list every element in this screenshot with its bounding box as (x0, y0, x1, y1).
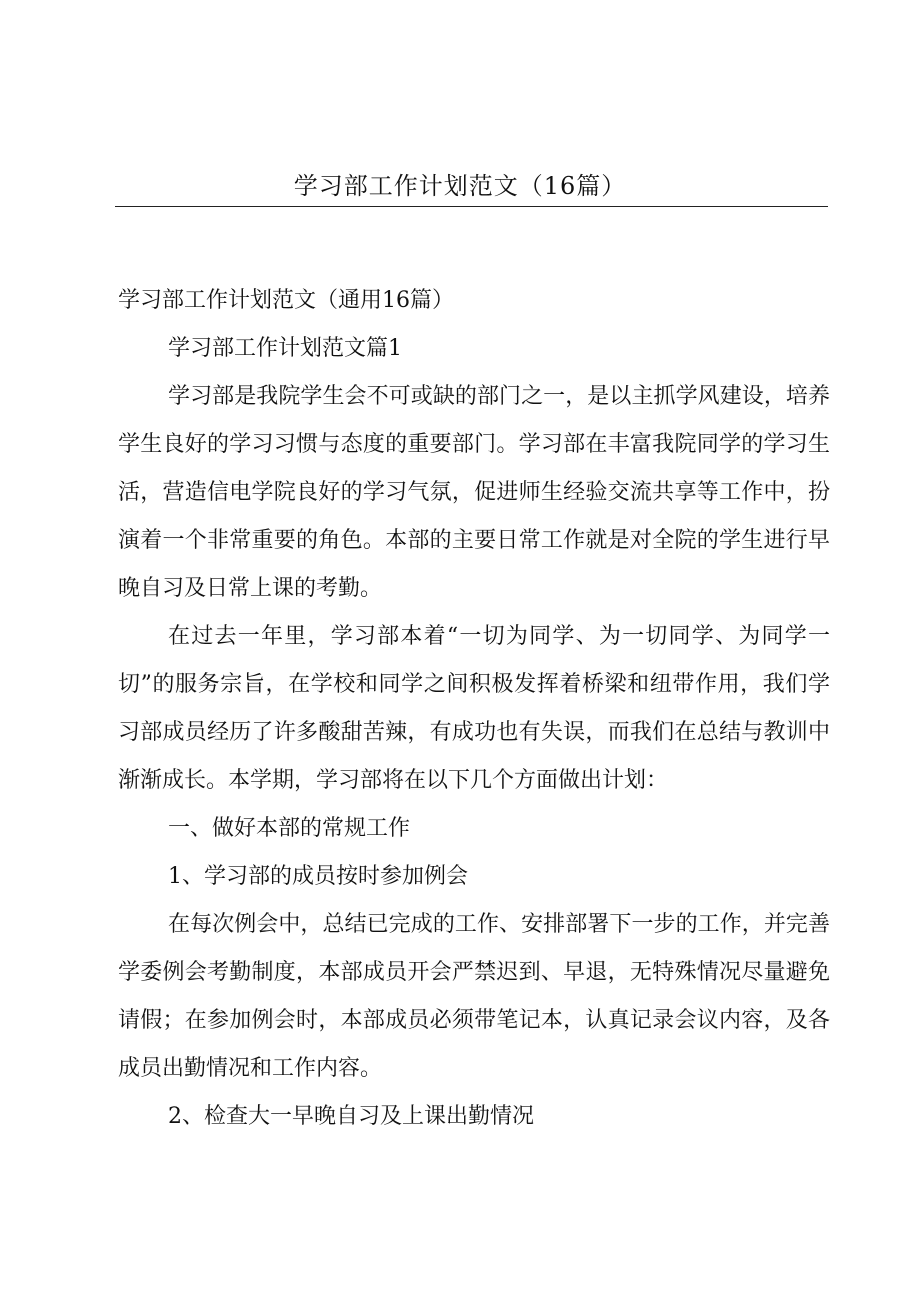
document-body (118, 277, 830, 1141)
list-heading: 一、做好本部的常规工作 (168, 816, 411, 841)
body-paragraph: 在过去一年里，学习部本着“一切为同学、为一切同学、为同学一切”的服务宗旨，在学校和同学之间积极发挥着桥梁和纽带作用，我们学习部成员经历了许多酸甜苦辣，有成功也有失误，而我们在总结与教训中渐渐成长。本学期，学习部将在以下几个方面做出计划： (118, 624, 830, 793)
body-paragraph: 在每次例会中，总结已完成的工作、安排部署下一步的工作，并完善学委例会考勤制度，本部成员开会严禁迟到、早退，无特殊情况尽量避免请假；在参加例会时，本部成员必须带笔记本，认真记录会议内容，及各成员出勤情况和工作内容。 (118, 912, 830, 1081)
body-paragraph: 学习部是我院学生会不可或缺的部门之一，是以主抓学风建设，培养学生良好的学习习惯与态度的重要部门。学习部在丰富我院同学的学习生活，营造信电学院良好的学习气氛，促进师生经验交流共享等工作中，扮演着一个非常重要的角色。本部的主要日常工作就是对全院的学生进行早晚自习及日常上课的考勤。 (118, 384, 830, 601)
section-heading: 学习部工作计划范文篇1 (168, 336, 402, 361)
list-item: 2、检查大一早晚自习及上课出勤情况 (168, 1104, 534, 1129)
subtitle-paragraph: 学习部工作计划范文（通用16篇） (118, 288, 454, 313)
page-title: 学习部工作计划范文（16篇） (293, 172, 627, 200)
list-item: 1、学习部的成员按时参加例会 (168, 864, 468, 889)
title-underline (115, 206, 828, 207)
